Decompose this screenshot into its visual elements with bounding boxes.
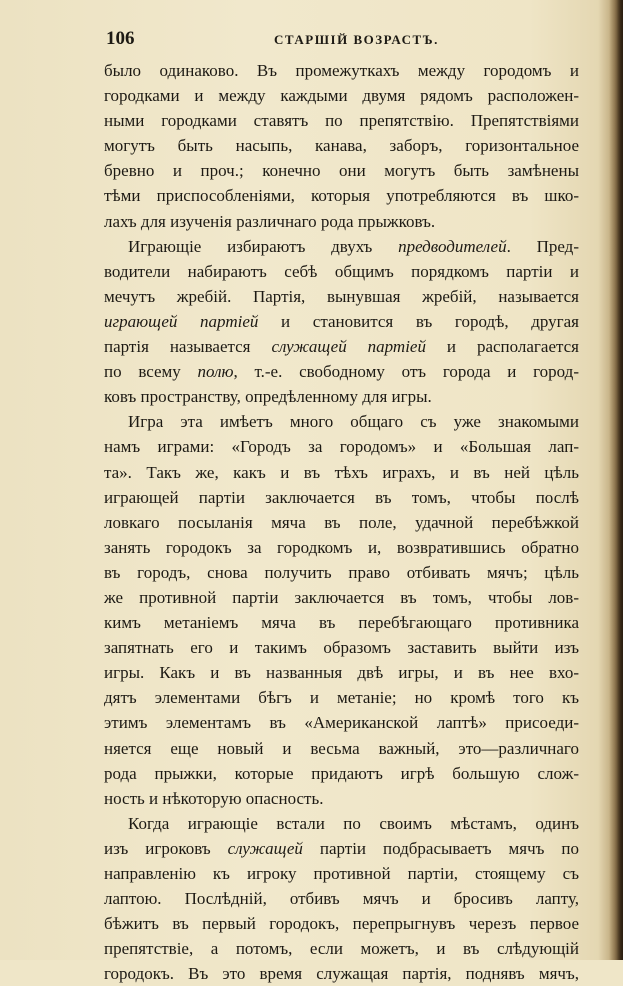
text-line: бревно и проч.; конечно они могутъ быть замѣнены <box>104 161 579 181</box>
text-line: было одинаково. Въ промежуткахъ между городомъ и <box>104 61 579 80</box>
book-spine-shadow <box>609 0 623 960</box>
text-line: же противной партіи заключается въ томъ, чтобы лов- <box>104 587 579 607</box>
text-line: препятствіе, а потомъ, если можетъ, и въ слѣдующій <box>104 939 579 959</box>
text-line: дятъ элементами бѣгъ и метаніе; но кромѣ того къ <box>104 688 579 708</box>
text-line: водители набираютъ себѣ общимъ порядкомъ партіи и <box>104 261 579 281</box>
text-line: играющей партіи заключается въ томъ, чтобы послѣ <box>104 487 579 507</box>
text-line: тѣми приспособленіями, которыя употребляются въ шко- <box>104 186 579 206</box>
text-line: въ городъ, снова получить право отбивать мячъ; цѣль <box>104 562 579 582</box>
text-line <box>104 836 579 861</box>
text-line: могутъ быть насыпь, канава, заборъ, горизонтальное <box>104 136 579 156</box>
text-run: партіи подбрасываетъ мячъ по <box>302 838 579 858</box>
text-run: и становится въ городѣ, другая <box>258 311 579 331</box>
text-line: запятнать его и такимъ образомъ заставить выйти изъ <box>104 638 579 658</box>
body-text <box>104 58 579 986</box>
text-line: ными городками ставятъ по препятствію. Препятствіями <box>104 111 579 131</box>
page-header <box>106 28 576 50</box>
text-line: Когда играющіе встали по своимъ мѣстамъ, одинъ <box>128 813 579 833</box>
page-number: 106 <box>106 28 135 49</box>
text-line: ковъ пространству, опредѣленному для игры. <box>104 387 432 407</box>
text-run: Играющіе избираютъ двухъ <box>128 236 399 256</box>
text-run: по всему <box>104 362 198 382</box>
italic-term: полю <box>197 362 234 382</box>
text-line: рода прыжки, которые придаютъ игрѣ большую слож- <box>104 763 579 783</box>
text-line: няется еще новый и весьма важный, это—различнаго <box>104 738 579 758</box>
italic-term: служащей партіей <box>271 337 426 357</box>
text-line: занять городокъ за городкомъ и, возвратившись обратно <box>104 537 579 557</box>
text-line: кимъ метаніемъ мяча въ перебѣгающаго противника <box>104 613 579 633</box>
text-run: партія называется <box>104 337 272 357</box>
text-line: намъ играми: «Городъ за городомъ» и «Большая лап- <box>104 437 579 457</box>
text-line: бѣжитъ въ первый городокъ, перепрыгнувъ черезъ первое <box>104 914 579 934</box>
text-line: городками и между каждыми двумя рядомъ расположен- <box>104 86 579 106</box>
running-head: СТАРШІЙ ВОЗРАСТЪ. <box>274 32 439 47</box>
text-run: и располагается <box>425 337 579 357</box>
text-line <box>104 334 579 359</box>
text-line <box>104 359 579 384</box>
italic-term: играющей партіей <box>104 311 259 331</box>
text-line: та». Такъ же, какъ и въ тѣхъ играхъ, и въ ней цѣль <box>104 462 579 482</box>
text-line: мечутъ жребій. Партія, вынувшая жребій, называется <box>104 286 579 306</box>
text-line: этимъ элементамъ въ «Американской лаптѣ» присоеди- <box>104 713 579 733</box>
italic-term: служащей <box>227 838 303 858</box>
text-line: городокъ. Въ это время служащая партія, поднявъ мячъ, <box>104 964 579 984</box>
text-line: лахъ для изученія различнаго рода прыжковъ. <box>104 211 436 231</box>
text-line: ловкаго посыланія мяча въ поле, удачной перебѣжкой <box>104 512 579 532</box>
text-line: направленію къ игроку противной партіи, стоящему съ <box>104 864 579 883</box>
text-run: изъ игроковъ <box>104 838 228 858</box>
text-line: ность и нѣкоторую опасность. <box>104 788 324 808</box>
text-line: Игра эта имѣетъ много общаго съ уже знакомыми <box>128 412 579 432</box>
text-run: . Пред- <box>506 236 579 256</box>
text-line: лаптою. Послѣдній, отбивъ мячъ и бросивъ лапту, <box>104 889 579 909</box>
text-run: , т.-е. свободному отъ города и город- <box>233 362 579 382</box>
italic-term: предводителей <box>398 236 507 256</box>
text-line <box>104 234 579 259</box>
text-line <box>104 309 579 334</box>
text-line: игры. Какъ и въ названныя двѣ игры, и въ нее вхо- <box>104 663 579 683</box>
